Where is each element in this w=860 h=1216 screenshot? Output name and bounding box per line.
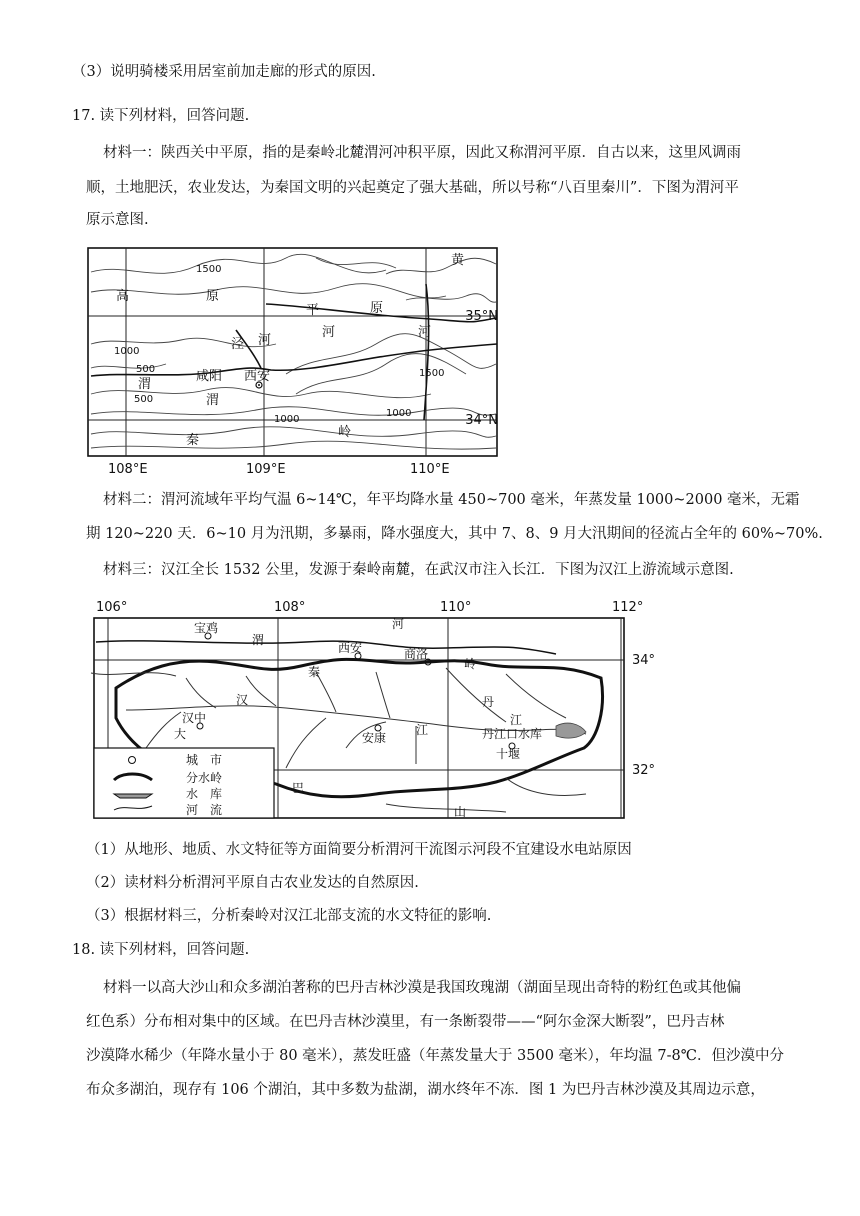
q17-question1: （1）从地形、地质、水文特征等方面简要分析渭河干流图示河段不宜建设水电站原因 <box>86 842 632 858</box>
svg-text:500: 500 <box>134 394 154 405</box>
q17-material1-line3: 原示意图. <box>86 212 149 228</box>
svg-text:秦: 秦 <box>186 433 200 448</box>
svg-text:丹: 丹 <box>482 695 495 709</box>
q17-material2-line1: 材料二：渭河流域年平均气温 6~14℃，年平均降水量 450~700 毫米，年蒸发量 1000~2000 毫米，无霜 <box>103 492 800 508</box>
svg-text:汉中: 汉中 <box>182 711 207 725</box>
q17-title: 17. 读下列材料，回答问题. <box>72 108 250 124</box>
svg-text:1500: 1500 <box>419 368 445 379</box>
svg-text:河: 河 <box>392 617 405 631</box>
svg-text:1000: 1000 <box>386 408 412 419</box>
svg-text:渭: 渭 <box>252 633 265 647</box>
lat-35: 35°N <box>465 309 498 324</box>
weihe-plain-map <box>86 244 501 476</box>
svg-text:106°: 106° <box>96 600 128 615</box>
legend-reservoir: 水 库 <box>186 787 223 801</box>
svg-text:平: 平 <box>306 303 320 318</box>
lon-110: 110°E <box>410 462 450 476</box>
q18-material1-line4: 布众多湖泊，现存有 106 个湖泊，其中多数为盐湖，湖水终年不冻．图 1 为巴丹吉林沙漠及其周边示意， <box>86 1082 765 1098</box>
q17-question3: （3）根据材料三，分析秦岭对汉江北部支流的水文特征的影响. <box>86 908 492 924</box>
q18-material1-line1: 材料一以高大沙山和众多湖泊著称的巴丹吉林沙漠是我国玫瑰湖（湖面呈现出奇特的粉红色或其他偏 <box>103 980 741 996</box>
svg-text:大: 大 <box>174 727 187 741</box>
svg-text:岭: 岭 <box>464 657 477 671</box>
q17-material1-line2: 顺，土地肥沃，农业发达，为秦国文明的兴起奠定了强大基础，所以号称“八百里秦川”．下图为渭河平 <box>86 180 739 196</box>
svg-text:原: 原 <box>370 301 384 316</box>
svg-text:500: 500 <box>136 364 156 375</box>
q17-material3-line: 材料三：汉江全长 1532 公里，发源于秦岭南麓，在武汉市注入长江．下图为汉江上游流域示意图. <box>103 562 734 578</box>
svg-text:秦: 秦 <box>308 665 321 679</box>
svg-text:河: 河 <box>418 325 432 340</box>
svg-text:1000: 1000 <box>274 414 300 425</box>
svg-text:咸阳: 咸阳 <box>196 369 223 384</box>
svg-text:丹江口水库: 丹江口水库 <box>482 727 543 741</box>
svg-text:泾: 泾 <box>231 337 245 352</box>
svg-text:32°: 32° <box>632 763 656 778</box>
svg-text:河: 河 <box>258 333 272 348</box>
lat-34: 34°N <box>465 413 498 428</box>
lon-108: 108°E <box>108 462 148 476</box>
svg-text:河: 河 <box>322 325 336 340</box>
svg-text:山: 山 <box>454 805 467 819</box>
svg-text:巴: 巴 <box>292 781 305 795</box>
q18-material1-line2: 红色系）分布相对集中的区域。在巴丹吉林沙漠里，有一条断裂带——“阿尔金深大断裂”，巴丹吉林 <box>86 1014 725 1030</box>
svg-text:112°: 112° <box>612 600 644 615</box>
svg-text:西安: 西安 <box>338 641 363 655</box>
svg-text:江: 江 <box>510 713 523 727</box>
svg-text:江: 江 <box>416 723 429 737</box>
svg-text:西安: 西安 <box>244 369 271 384</box>
q17-material1-line1: 材料一：陕西关中平原，指的是秦岭北麓渭河冲积平原，因此又称渭河平原．自古以来，这里风调雨 <box>103 145 741 161</box>
svg-text:黄: 黄 <box>451 253 465 268</box>
svg-text:108°: 108° <box>274 600 306 615</box>
svg-text:渭: 渭 <box>138 377 152 392</box>
svg-text:安康: 安康 <box>362 731 387 745</box>
svg-text:渭: 渭 <box>206 393 220 408</box>
legend-river: 河 流 <box>186 803 223 817</box>
svg-text:高: 高 <box>116 289 130 304</box>
svg-text:岭: 岭 <box>338 425 352 440</box>
q18-title: 18. 读下列材料，回答问题. <box>72 942 250 958</box>
svg-text:十堰: 十堰 <box>496 747 521 761</box>
q18-material1-line3: 沙漠降水稀少（年降水量小于 80 毫米），蒸发旺盛（年蒸发量大于 3500 毫米），年均温 7-8℃．但沙漠中分 <box>86 1048 784 1064</box>
lon-109: 109°E <box>246 462 286 476</box>
q17-question2: （2）读材料分析渭河平原自古农业发达的自然原因. <box>86 875 419 891</box>
svg-text:1000: 1000 <box>114 346 140 357</box>
svg-text:宝鸡: 宝鸡 <box>194 621 219 635</box>
legend-watershed: 分水岭 <box>186 771 223 785</box>
q16-sub3: （3）说明骑楼采用居室前加走廊的形式的原因. <box>72 64 376 80</box>
svg-text:110°: 110° <box>440 600 472 615</box>
legend-city: 城 市 <box>186 753 223 767</box>
hanjiang-basin-map <box>86 598 656 830</box>
svg-text:汉: 汉 <box>236 693 249 707</box>
svg-text:商洛: 商洛 <box>404 647 429 661</box>
q17-material2-line2: 期 120~220 天．6~10 月为汛期，多暴雨，降水强度大，其中 7、8、9 月大汛期间的径流占全年的 60%~70%. <box>86 526 823 542</box>
svg-text:原: 原 <box>206 289 220 304</box>
svg-text:34°: 34° <box>632 653 656 668</box>
svg-text:1500: 1500 <box>196 264 222 275</box>
